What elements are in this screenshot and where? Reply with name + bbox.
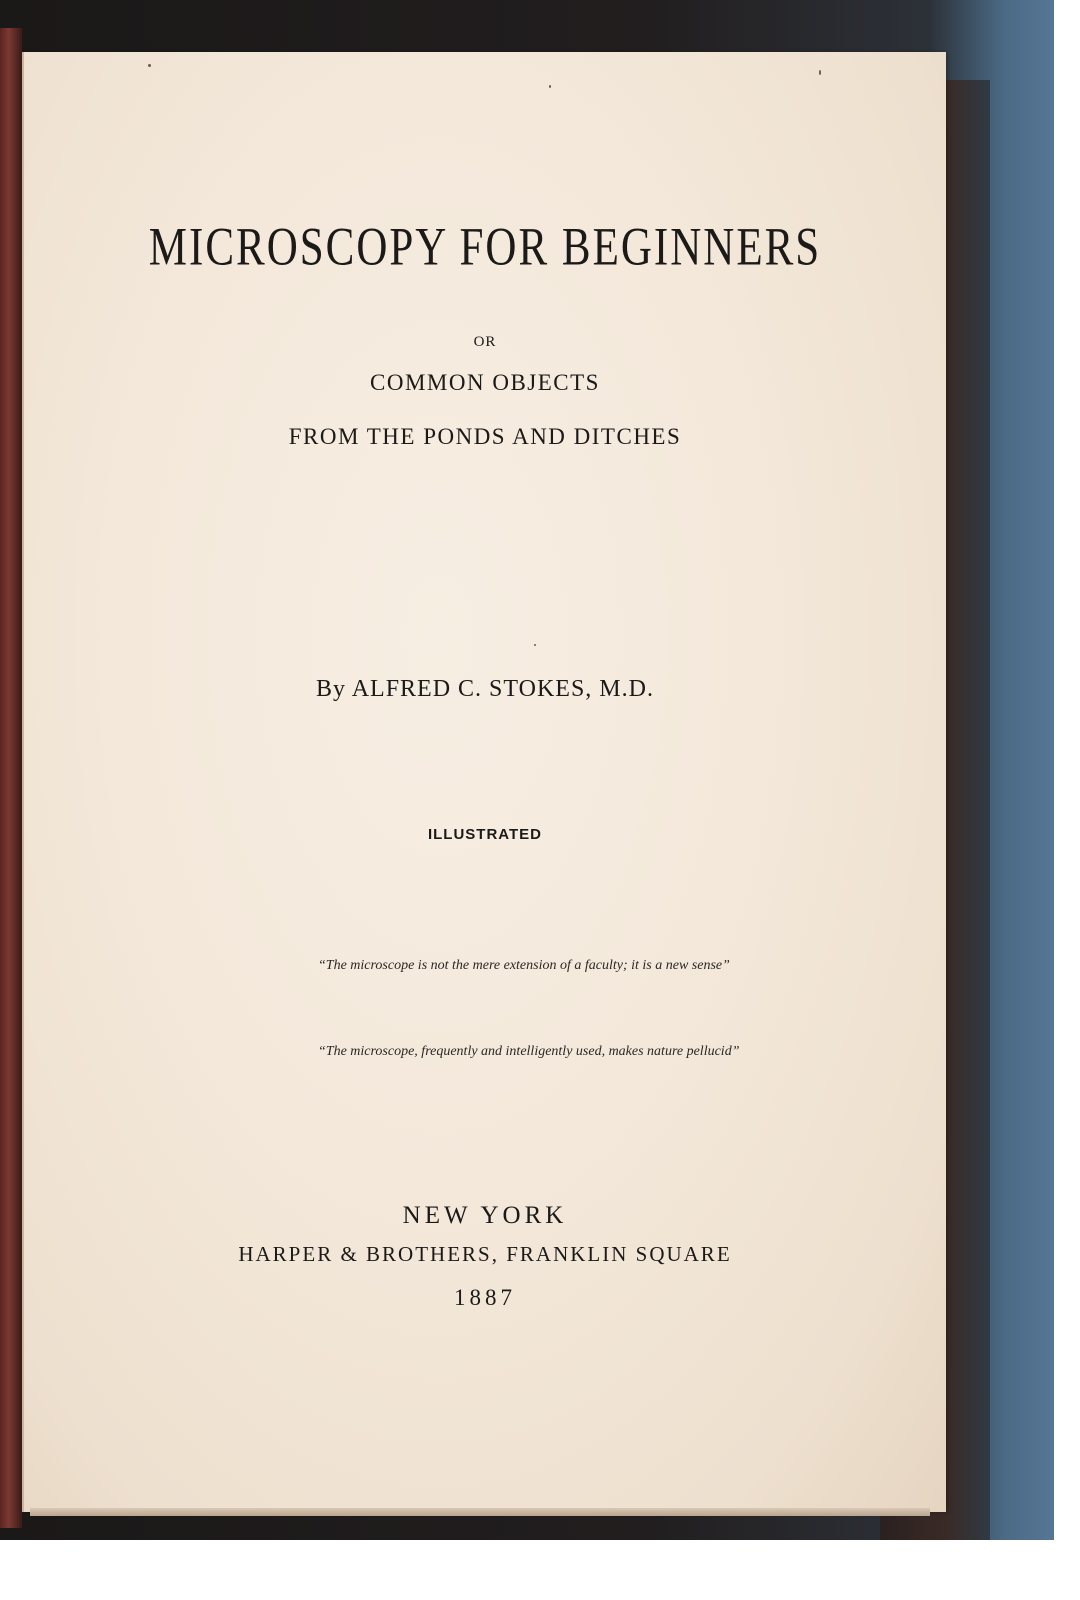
paper-speck [148,64,151,67]
epigraph-2: “The microscope, frequently and intelligently used, makes nature pellucid” [318,1044,740,1059]
paper-speck [819,70,821,75]
book-cover-edge [0,28,22,1528]
imprint-city: NEW YORK [402,1202,568,1229]
title-page [22,52,946,1512]
paper-speck [534,644,536,646]
page-bottom-edge [30,1508,930,1516]
subtitle-line-1: COMMON OBJECTS [370,370,600,395]
epigraph-1: “The microscope is not the mere extension of a faculty; it is a new sense” [318,958,730,973]
illustrated-label: ILLUSTRATED [427,826,543,843]
imprint-year: 1887 [454,1285,516,1310]
scan-margin-right [1054,0,1080,1600]
author-line: By ALFRED C. STOKES, M.D. [316,676,654,702]
imprint-publisher: HARPER & BROTHERS, FRANKLIN SQUARE [238,1242,732,1266]
paper-speck [549,85,551,88]
scan-margin-bottom [0,1540,1080,1600]
subtitle-conjunction: OR [473,334,497,350]
subtitle-line-2: FROM THE PONDS AND DITCHES [288,424,682,449]
book-title: MICROSCOPY FOR BEGINNERS [148,218,822,277]
